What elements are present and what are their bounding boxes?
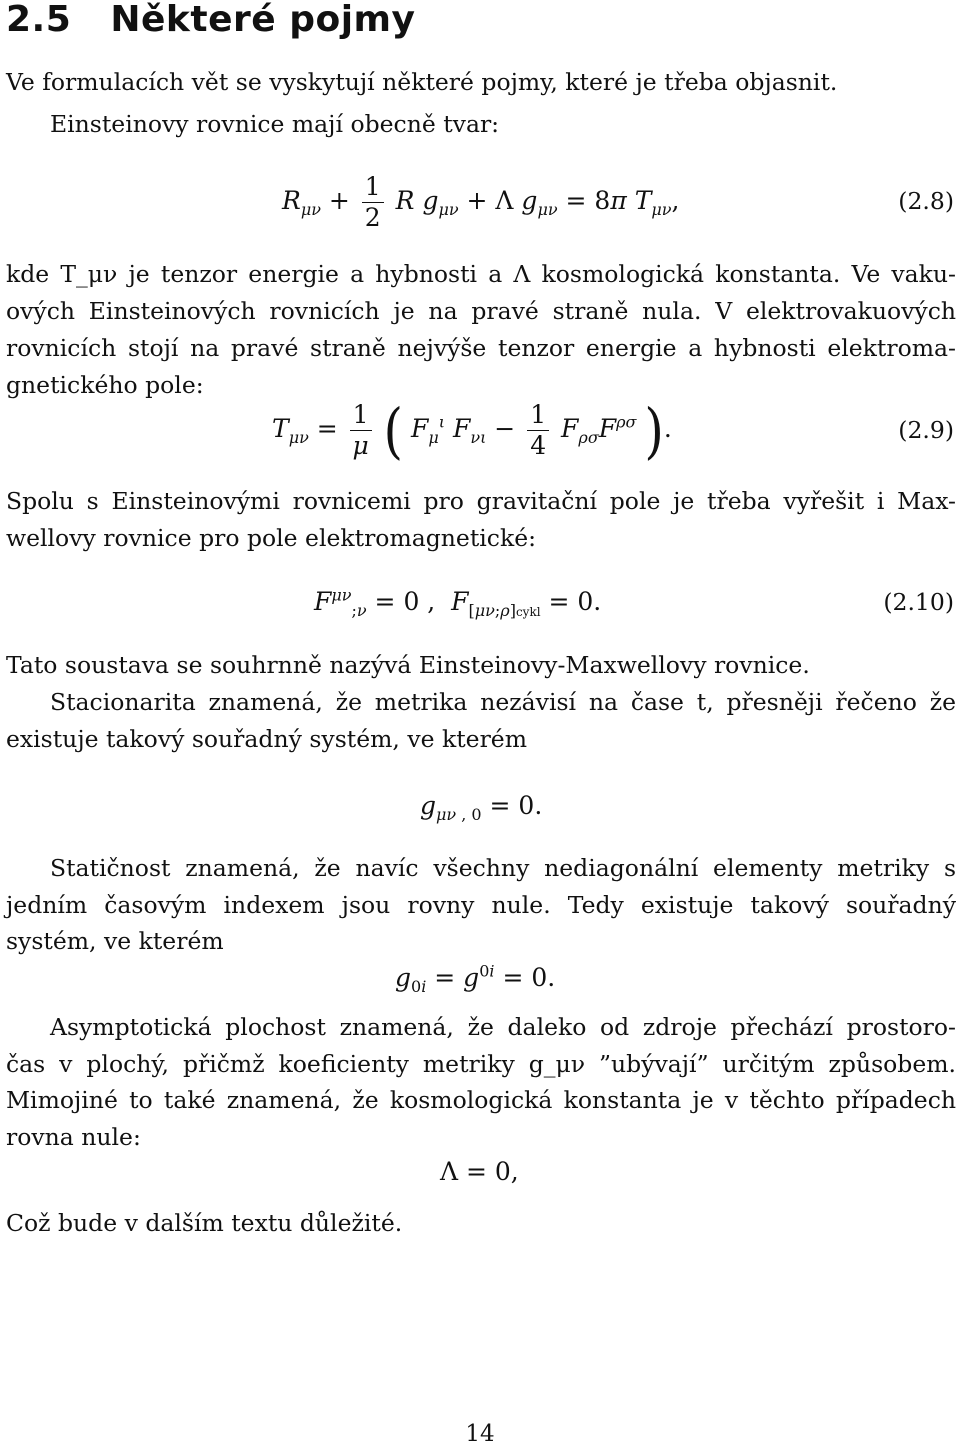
paragraph-line: wellovy rovnice pro pole elektromagnetické: (6, 524, 537, 552)
paragraph-line: Einsteinovy rovnice mají obecně tvar: (50, 110, 500, 138)
paragraph-line: Stacionarita znamená, že metrika nezávisí na čase t, přesněji řečeno že (50, 688, 956, 716)
page-number: 14 (465, 1421, 495, 1447)
paragraph-line: rovna nule: (6, 1123, 141, 1151)
section-number: 2.5 (6, 0, 72, 40)
equation-number: (2.8) (898, 187, 954, 215)
paragraph-line: ových Einsteinových rovnicích je na pravé straně nula. V elektrovakuových (6, 297, 956, 325)
equation-stationary: $g_{\mu\nu , 0} = 0$. (420, 791, 543, 824)
paragraph-line: Tato soustava se souhrnně nazývá Einsteinovy-Maxwellovy rovnice. (6, 651, 810, 679)
paragraph-line: gnetického pole: (6, 371, 204, 399)
paragraph-line: jedním časovým indexem jsou rovny nule. Tedy existuje takový souřadný (6, 891, 956, 919)
equation-number: (2.9) (898, 416, 954, 444)
equation-lambda-zero: Λ = 0, (440, 1157, 519, 1186)
paragraph-line: kde T_μν je tenzor energie a hybnosti a Λ kosmologická konstanta. Ve vaku- (6, 260, 956, 288)
paragraph-line: Statičnost znamená, že navíc všechny nediagonální elementy metriky s (50, 854, 956, 882)
paragraph-line: Ve formulacích vět se vyskytují některé pojmy, které je třeba objasnit. (6, 68, 838, 96)
equation-2-9: $T_{\mu\nu}$ = $\frac{1}{\mu}$ ( $F_\mu^\iota$ $F_{\nu\iota}$ − $\frac{1}{4}$ $F_{\rho\sigma}F^{\rho\sigma}$ ). (272, 395, 672, 466)
equation-2-10: $F^{\mu\nu}_{;\nu} = 0$ , $F_{[\mu\nu;\rho]cykl} = 0$. (314, 585, 602, 620)
section-title: Některé pojmy (110, 0, 416, 40)
paragraph-line: systém, ve kterém (6, 927, 224, 955)
paragraph-line: rovnicích stojí na pravé straně nejvýše tenzor energie a hybnosti elektroma- (6, 334, 956, 362)
paragraph-line: Asymptotická plochost znamená, že daleko od zdroje přechází prostoro- (50, 1013, 956, 1041)
equation-static: $g_{0i} = g^{0i} = 0$. (395, 961, 556, 996)
section-heading (6, 0, 416, 40)
paragraph-line: čas v plochý, přičmž koeficienty metriky g_μν ”ubývají” určitým způsobem. (6, 1050, 956, 1078)
paragraph-line: Což bude v dalším textu důležité. (6, 1209, 403, 1237)
equation-number: (2.10) (883, 588, 954, 616)
paragraph-line: Spolu s Einsteinovými rovnicemi pro gravitační pole je třeba vyřešit i Max- (6, 487, 956, 515)
paragraph-line: Mimojiné to také znamená, že kosmologická konstanta je v těchto případech (6, 1086, 956, 1114)
equation-2-8: $R_{\mu\nu}$ + $\frac{1}{2}$ R $g_{\mu\nu} + \Lambda$ $g_{\mu\nu} = 8\pi$ $T_{\mu\nu}$, (282, 172, 680, 232)
paragraph-line: existuje takový souřadný systém, ve kterém (6, 725, 527, 753)
